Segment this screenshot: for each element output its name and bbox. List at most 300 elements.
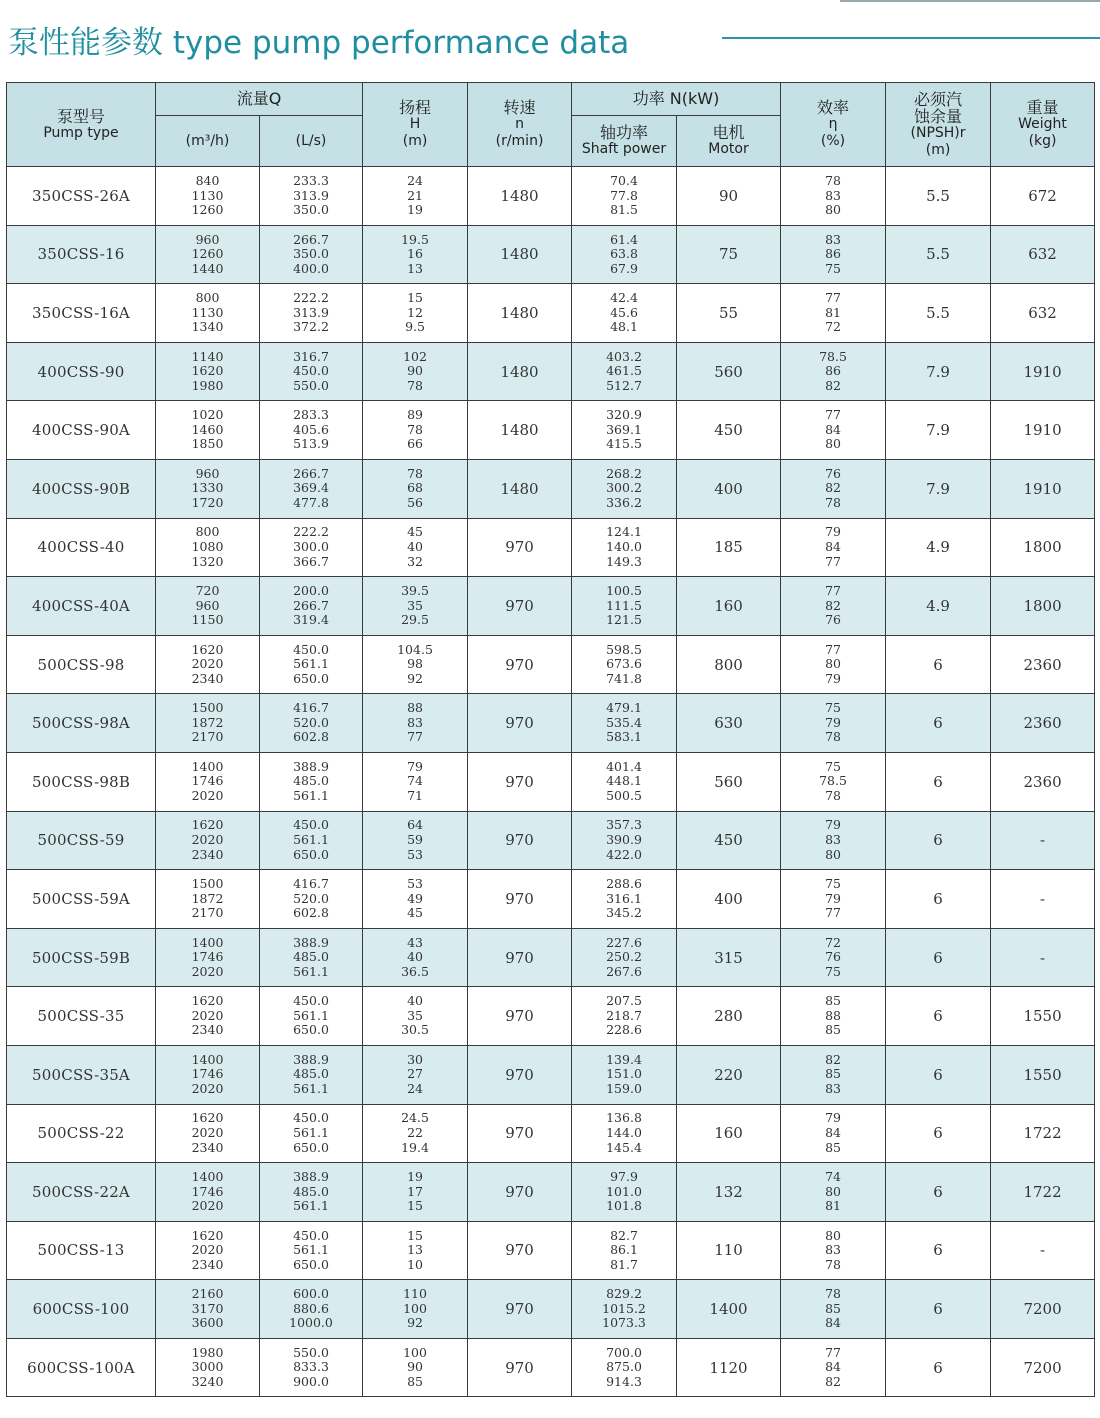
flow-m3h-cell-value: 2340 xyxy=(191,1022,224,1038)
flow-m3h-cell-value: 1746 xyxy=(191,773,224,789)
shaft-power-cell-value: 401.4 xyxy=(606,758,642,774)
head-cell-value: 85 xyxy=(407,1373,423,1389)
efficiency-cell-value: 79 xyxy=(825,524,841,540)
flow-m3h-cell xyxy=(156,577,260,636)
flow-m3h-cell xyxy=(156,694,260,753)
weight-cell: 1910 xyxy=(991,459,1095,518)
efficiency-cell-value: 85 xyxy=(825,1139,841,1155)
npsh-cell: 6 xyxy=(886,1104,991,1163)
speed-cell: 1480 xyxy=(468,342,572,401)
flow-ls-cell-value: 316.7 xyxy=(293,348,329,364)
flow-ls-cell-value: 602.8 xyxy=(293,729,329,745)
shaft-power-cell-value: 48.1 xyxy=(610,319,638,335)
shaft-power-cell-value: 336.2 xyxy=(606,495,642,511)
table-row xyxy=(7,987,1095,1046)
shaft-power-cell xyxy=(572,928,677,987)
efficiency-cell-value: 80 xyxy=(825,436,841,452)
head-cell-value: 92 xyxy=(407,1315,423,1331)
table-row xyxy=(7,752,1095,811)
npsh-cell: 6 xyxy=(886,1280,991,1339)
flow-ls-cell-value: 561.1 xyxy=(293,788,329,804)
flow-ls-cell-value: 388.9 xyxy=(293,758,329,774)
speed-cell: 970 xyxy=(468,870,572,929)
shaft-power-cell-value: 875.0 xyxy=(606,1359,642,1375)
shaft-power-cell xyxy=(572,342,677,401)
head-cell-value: 40 xyxy=(407,949,423,965)
efficiency-cell-value: 75 xyxy=(825,963,841,979)
head-cell-value: 79 xyxy=(407,758,423,774)
head-cell-value: 40 xyxy=(407,993,423,1009)
header-flow-ls: (L/s) xyxy=(260,116,363,167)
head-cell-value: 10 xyxy=(407,1256,423,1272)
flow-m3h-cell-value: 1720 xyxy=(191,495,224,511)
flow-ls-cell xyxy=(260,167,363,226)
efficiency-cell-value: 83 xyxy=(825,187,841,203)
flow-ls-cell-value: 561.1 xyxy=(293,1198,329,1214)
table-row xyxy=(7,1338,1095,1397)
flow-ls-cell-value: 388.9 xyxy=(293,934,329,950)
pump-type-cell: 400CSS-90B xyxy=(7,459,156,518)
flow-m3h-cell-value: 1980 xyxy=(191,1344,224,1360)
flow-m3h-cell xyxy=(156,167,260,226)
flow-ls-cell xyxy=(260,284,363,343)
shaft-power-cell-value: 598.5 xyxy=(606,641,642,657)
shaft-power-cell-value: 81.7 xyxy=(610,1256,638,1272)
flow-ls-cell xyxy=(260,1163,363,1222)
shaft-power-cell xyxy=(572,752,677,811)
flow-ls-cell-value: 550.0 xyxy=(293,377,329,393)
weight-cell: 1550 xyxy=(991,987,1095,1046)
efficiency-cell-value: 83 xyxy=(825,1242,841,1258)
efficiency-cell xyxy=(781,284,886,343)
flow-ls-cell-value: 416.7 xyxy=(293,876,329,892)
flow-m3h-cell xyxy=(156,1163,260,1222)
speed-cell: 970 xyxy=(468,1338,572,1397)
flow-m3h-cell-value: 1340 xyxy=(191,319,224,335)
table-row xyxy=(7,342,1095,401)
head-cell-value: 88 xyxy=(407,700,423,716)
flow-m3h-cell-value: 1330 xyxy=(191,480,224,496)
pump-type-cell: 500CSS-59B xyxy=(7,928,156,987)
efficiency-cell-value: 77 xyxy=(825,290,841,306)
efficiency-cell-value: 77 xyxy=(825,407,841,423)
efficiency-cell-value: 85 xyxy=(825,1022,841,1038)
flow-m3h-cell-value: 2020 xyxy=(191,788,224,804)
head-cell xyxy=(363,987,468,1046)
weight-cell: 1800 xyxy=(991,577,1095,636)
flow-ls-cell-value: 450.0 xyxy=(293,363,329,379)
table-row xyxy=(7,284,1095,343)
table-row xyxy=(7,928,1095,987)
head-cell-value: 36.5 xyxy=(401,963,429,979)
head-cell xyxy=(363,577,468,636)
npsh-cell: 6 xyxy=(886,752,991,811)
shaft-power-cell-value: 829.2 xyxy=(606,1286,642,1302)
head-cell-value: 21 xyxy=(407,187,423,203)
efficiency-cell-value: 83 xyxy=(825,1081,841,1096)
head-cell-value: 90 xyxy=(407,1359,423,1375)
shaft-power-cell-value: 149.3 xyxy=(606,553,642,569)
flow-ls-cell-value: 450.0 xyxy=(293,1110,329,1126)
shaft-power-cell-value: 136.8 xyxy=(606,1110,642,1126)
efficiency-cell-value: 79 xyxy=(825,670,841,686)
flow-ls-cell-value: 372.2 xyxy=(293,319,329,335)
head-cell-value: 19.4 xyxy=(401,1139,429,1155)
shaft-power-cell-value: 70.4 xyxy=(610,172,638,188)
motor-power-cell: 220 xyxy=(677,1045,781,1104)
flow-m3h-cell-value: 2170 xyxy=(191,729,224,745)
header-speed: 转速 n (r/min) xyxy=(468,83,572,167)
efficiency-cell-value: 77 xyxy=(825,641,841,657)
weight-cell: 1722 xyxy=(991,1104,1095,1163)
head-cell-value: 71 xyxy=(407,788,423,804)
head-cell-value: 24.5 xyxy=(401,1110,429,1126)
head-cell-value: 9.5 xyxy=(405,319,425,335)
shaft-power-cell-value: 100.5 xyxy=(606,583,642,599)
efficiency-cell xyxy=(781,1163,886,1222)
head-cell xyxy=(363,167,468,226)
flow-ls-cell-value: 561.1 xyxy=(293,656,329,672)
flow-ls-cell xyxy=(260,1280,363,1339)
weight-cell: 672 xyxy=(991,167,1095,226)
head-cell-value: 45 xyxy=(407,524,423,540)
head-cell xyxy=(363,401,468,460)
table-row xyxy=(7,870,1095,929)
head-cell-value: 68 xyxy=(407,480,423,496)
flow-ls-cell-value: 266.7 xyxy=(293,597,329,613)
efficiency-cell-value: 72 xyxy=(825,934,841,950)
npsh-cell: 6 xyxy=(886,1045,991,1104)
shaft-power-cell-value: 673.6 xyxy=(606,656,642,672)
flow-m3h-cell xyxy=(156,811,260,870)
flow-m3h-cell-value: 3240 xyxy=(191,1373,224,1389)
head-cell-value: 45 xyxy=(407,905,423,921)
weight-cell: 7200 xyxy=(991,1280,1095,1339)
flow-m3h-cell-value: 2340 xyxy=(191,670,224,686)
shaft-power-cell-value: 124.1 xyxy=(606,524,642,540)
flow-m3h-cell-value: 1746 xyxy=(191,949,224,965)
shaft-power-cell-value: 77.8 xyxy=(610,187,638,203)
flow-m3h-cell-value: 1400 xyxy=(191,758,224,774)
head-cell-value: 77 xyxy=(407,729,423,745)
flow-m3h-cell-value: 1746 xyxy=(191,1183,224,1199)
head-cell-value: 19.5 xyxy=(401,231,429,247)
flow-m3h-cell xyxy=(156,928,260,987)
efficiency-cell-value: 76 xyxy=(825,465,841,481)
efficiency-cell-value: 85 xyxy=(825,1066,841,1082)
flow-ls-cell-value: 416.7 xyxy=(293,700,329,716)
head-cell-value: 39.5 xyxy=(401,583,429,599)
efficiency-cell-value: 84 xyxy=(825,1125,841,1140)
shaft-power-cell-value: 583.1 xyxy=(606,729,642,745)
shaft-power-cell xyxy=(572,1163,677,1222)
flow-ls-cell-value: 550.0 xyxy=(293,1344,329,1360)
flow-m3h-cell xyxy=(156,752,260,811)
weight-cell: 632 xyxy=(991,225,1095,284)
flow-m3h-cell-value: 1620 xyxy=(191,641,224,657)
shaft-power-cell-value: 151.0 xyxy=(606,1066,642,1082)
flow-ls-cell xyxy=(260,577,363,636)
efficiency-cell-value: 76 xyxy=(825,612,841,628)
efficiency-cell xyxy=(781,987,886,1046)
table-row xyxy=(7,811,1095,870)
shaft-power-cell xyxy=(572,1280,677,1339)
head-cell-value: 30.5 xyxy=(401,1022,429,1038)
shaft-power-cell-value: 121.5 xyxy=(606,612,642,628)
flow-m3h-cell-value: 1130 xyxy=(191,304,224,320)
efficiency-cell xyxy=(781,577,886,636)
flow-ls-cell-value: 405.6 xyxy=(293,421,329,437)
motor-power-cell: 160 xyxy=(677,1104,781,1163)
flow-m3h-cell-value: 1620 xyxy=(191,817,224,833)
flow-m3h-cell-value: 3600 xyxy=(191,1315,224,1331)
flow-m3h-cell-value: 2020 xyxy=(191,1125,224,1140)
flow-ls-cell xyxy=(260,1338,363,1397)
npsh-cell: 7.9 xyxy=(886,459,991,518)
header-motor: 电机 Motor xyxy=(677,116,781,167)
flow-ls-cell-value: 561.1 xyxy=(293,1242,329,1258)
flow-ls-cell-value: 561.1 xyxy=(293,1081,329,1096)
flow-m3h-cell xyxy=(156,1104,260,1163)
head-cell-value: 15 xyxy=(407,1198,423,1214)
pump-type-cell: 500CSS-35 xyxy=(7,987,156,1046)
flow-m3h-cell-value: 1850 xyxy=(191,436,224,452)
flow-m3h-cell-value: 2020 xyxy=(191,1007,224,1023)
efficiency-cell-value: 80 xyxy=(825,1227,841,1243)
shaft-power-cell xyxy=(572,225,677,284)
flow-m3h-cell-value: 1320 xyxy=(191,553,224,569)
table-row xyxy=(7,459,1095,518)
pump-type-cell: 350CSS-16 xyxy=(7,225,156,284)
flow-ls-cell-value: 369.4 xyxy=(293,480,329,496)
head-cell-value: 53 xyxy=(407,876,423,892)
pump-type-cell: 500CSS-22 xyxy=(7,1104,156,1163)
flow-m3h-cell-value: 1980 xyxy=(191,377,224,393)
flow-m3h-cell-value: 2340 xyxy=(191,1139,224,1155)
flow-m3h-cell-value: 2170 xyxy=(191,905,224,921)
efficiency-cell-value: 79 xyxy=(825,817,841,833)
flow-ls-cell xyxy=(260,459,363,518)
flow-ls-cell-value: 266.7 xyxy=(293,465,329,481)
head-cell xyxy=(363,1163,468,1222)
flow-ls-cell-value: 450.0 xyxy=(293,993,329,1009)
shaft-power-cell xyxy=(572,167,677,226)
shaft-power-cell-value: 288.6 xyxy=(606,876,642,892)
table-body xyxy=(7,167,1095,1397)
flow-m3h-cell-value: 1400 xyxy=(191,1169,224,1184)
efficiency-cell xyxy=(781,1338,886,1397)
efficiency-cell-value: 76 xyxy=(825,949,841,965)
shaft-power-cell-value: 300.2 xyxy=(606,480,642,496)
flow-ls-cell xyxy=(260,987,363,1046)
efficiency-cell-value: 86 xyxy=(825,363,841,379)
flow-m3h-cell xyxy=(156,1045,260,1104)
flow-m3h-cell-value: 1620 xyxy=(191,1110,224,1126)
head-cell-value: 15 xyxy=(407,1227,423,1243)
flow-ls-cell-value: 300.0 xyxy=(293,539,329,555)
flow-m3h-cell-value: 1440 xyxy=(191,260,224,276)
efficiency-cell-value: 77 xyxy=(825,905,841,921)
npsh-cell: 4.9 xyxy=(886,518,991,577)
shaft-power-cell xyxy=(572,518,677,577)
shaft-power-cell xyxy=(572,987,677,1046)
efficiency-cell-value: 79 xyxy=(825,1110,841,1126)
head-cell xyxy=(363,1104,468,1163)
npsh-cell: 5.5 xyxy=(886,225,991,284)
flow-m3h-cell-value: 800 xyxy=(195,290,220,306)
motor-power-cell: 630 xyxy=(677,694,781,753)
flow-ls-cell-value: 650.0 xyxy=(293,670,329,686)
flow-ls-cell-value: 520.0 xyxy=(293,714,329,730)
shaft-power-cell-value: 227.6 xyxy=(606,934,642,950)
pump-type-cell: 600CSS-100 xyxy=(7,1280,156,1339)
head-cell-value: 92 xyxy=(407,670,423,686)
shaft-power-cell-value: 111.5 xyxy=(606,597,642,613)
shaft-power-cell-value: 357.3 xyxy=(606,817,642,833)
flow-m3h-cell-value: 3000 xyxy=(191,1359,224,1375)
efficiency-cell-value: 78 xyxy=(825,1256,841,1272)
efficiency-cell xyxy=(781,225,886,284)
motor-power-cell: 450 xyxy=(677,401,781,460)
npsh-cell: 6 xyxy=(886,811,991,870)
npsh-cell: 6 xyxy=(886,987,991,1046)
flow-m3h-cell xyxy=(156,518,260,577)
speed-cell: 970 xyxy=(468,1221,572,1280)
head-cell-value: 110 xyxy=(403,1286,427,1302)
efficiency-cell-value: 78 xyxy=(825,1286,841,1302)
table-row xyxy=(7,635,1095,694)
flow-ls-cell-value: 485.0 xyxy=(293,773,329,789)
head-cell-value: 78 xyxy=(407,421,423,437)
shaft-power-cell xyxy=(572,694,677,753)
motor-power-cell: 400 xyxy=(677,870,781,929)
shaft-power-cell-value: 61.4 xyxy=(610,231,638,247)
efficiency-cell-value: 82 xyxy=(825,1373,841,1389)
flow-ls-cell-value: 650.0 xyxy=(293,1256,329,1272)
flow-m3h-cell-value: 1746 xyxy=(191,1066,224,1082)
shaft-power-cell-value: 45.6 xyxy=(610,304,638,320)
flow-m3h-cell-value: 1140 xyxy=(191,348,224,364)
shaft-power-cell-value: 316.1 xyxy=(606,890,642,906)
header-power: 功率 N(kW) xyxy=(572,83,781,116)
head-cell xyxy=(363,518,468,577)
efficiency-cell xyxy=(781,401,886,460)
header-flow: 流量Q xyxy=(156,83,363,116)
shaft-power-cell-value: 512.7 xyxy=(606,377,642,393)
head-cell-value: 98 xyxy=(407,656,423,672)
efficiency-cell xyxy=(781,870,886,929)
speed-cell: 970 xyxy=(468,694,572,753)
flow-ls-cell xyxy=(260,870,363,929)
flow-m3h-cell-value: 2160 xyxy=(191,1286,224,1302)
shaft-power-cell xyxy=(572,635,677,694)
efficiency-cell-value: 84 xyxy=(825,1315,841,1331)
efficiency-cell-value: 72 xyxy=(825,319,841,335)
flow-ls-cell-value: 350.0 xyxy=(293,202,329,218)
flow-m3h-cell xyxy=(156,401,260,460)
pump-type-cell: 500CSS-59 xyxy=(7,811,156,870)
head-cell-value: 13 xyxy=(407,260,423,276)
efficiency-cell xyxy=(781,1045,886,1104)
shaft-power-cell-value: 67.9 xyxy=(610,260,638,276)
head-cell xyxy=(363,928,468,987)
flow-ls-cell-value: 313.9 xyxy=(293,304,329,320)
head-cell xyxy=(363,1280,468,1339)
efficiency-cell-value: 75 xyxy=(825,700,841,716)
flow-ls-cell xyxy=(260,518,363,577)
efficiency-cell-value: 81 xyxy=(825,304,841,320)
head-cell-value: 59 xyxy=(407,832,423,848)
head-cell xyxy=(363,635,468,694)
shaft-power-cell-value: 345.2 xyxy=(606,905,642,921)
shaft-power-cell-value: 101.0 xyxy=(606,1183,642,1199)
flow-ls-cell-value: 485.0 xyxy=(293,1183,329,1199)
weight-cell: 1550 xyxy=(991,1045,1095,1104)
pump-type-cell: 500CSS-35A xyxy=(7,1045,156,1104)
pump-type-cell: 500CSS-98B xyxy=(7,752,156,811)
head-cell xyxy=(363,1221,468,1280)
efficiency-cell-value: 82 xyxy=(825,597,841,613)
head-cell-value: 17 xyxy=(407,1183,423,1199)
motor-power-cell: 1120 xyxy=(677,1338,781,1397)
shaft-power-cell-value: 144.0 xyxy=(606,1125,642,1140)
speed-cell: 970 xyxy=(468,1104,572,1163)
shaft-power-cell-value: 101.8 xyxy=(606,1198,642,1214)
flow-m3h-cell-value: 2340 xyxy=(191,846,224,862)
flow-m3h-cell-value: 1460 xyxy=(191,421,224,437)
efficiency-cell-value: 78 xyxy=(825,172,841,188)
head-cell-value: 83 xyxy=(407,714,423,730)
weight-cell: 1800 xyxy=(991,518,1095,577)
efficiency-cell xyxy=(781,459,886,518)
flow-m3h-cell-value: 2020 xyxy=(191,963,224,979)
head-cell-value: 66 xyxy=(407,436,423,452)
flow-m3h-cell-value: 720 xyxy=(195,583,220,599)
motor-power-cell: 560 xyxy=(677,342,781,401)
weight-cell: 2360 xyxy=(991,752,1095,811)
flow-m3h-cell-value: 1080 xyxy=(191,539,224,555)
flow-ls-cell xyxy=(260,928,363,987)
flow-ls-cell-value: 520.0 xyxy=(293,890,329,906)
shaft-power-cell-value: 403.2 xyxy=(606,348,642,364)
head-cell xyxy=(363,870,468,929)
table-header xyxy=(7,83,1095,167)
flow-m3h-cell-value: 1150 xyxy=(191,612,224,628)
pump-type-cell: 500CSS-98 xyxy=(7,635,156,694)
head-cell xyxy=(363,459,468,518)
head-cell-value: 89 xyxy=(407,407,423,423)
head-cell-value: 19 xyxy=(407,202,423,218)
flow-ls-cell xyxy=(260,1104,363,1163)
flow-m3h-cell xyxy=(156,635,260,694)
pump-type-cell: 500CSS-59A xyxy=(7,870,156,929)
shaft-power-cell xyxy=(572,284,677,343)
efficiency-cell-value: 82 xyxy=(825,480,841,496)
flow-m3h-cell-value: 1620 xyxy=(191,993,224,1009)
flow-ls-cell-value: 485.0 xyxy=(293,949,329,965)
flow-ls-cell-value: 450.0 xyxy=(293,817,329,833)
flow-ls-cell-value: 222.2 xyxy=(293,290,329,306)
head-cell-value: 19 xyxy=(407,1169,423,1184)
efficiency-cell-value: 82 xyxy=(825,377,841,393)
head-cell-value: 30 xyxy=(407,1051,423,1067)
efficiency-cell xyxy=(781,928,886,987)
motor-power-cell: 280 xyxy=(677,987,781,1046)
flow-ls-cell xyxy=(260,1045,363,1104)
flow-m3h-cell xyxy=(156,459,260,518)
motor-power-cell: 800 xyxy=(677,635,781,694)
table-row xyxy=(7,1221,1095,1280)
